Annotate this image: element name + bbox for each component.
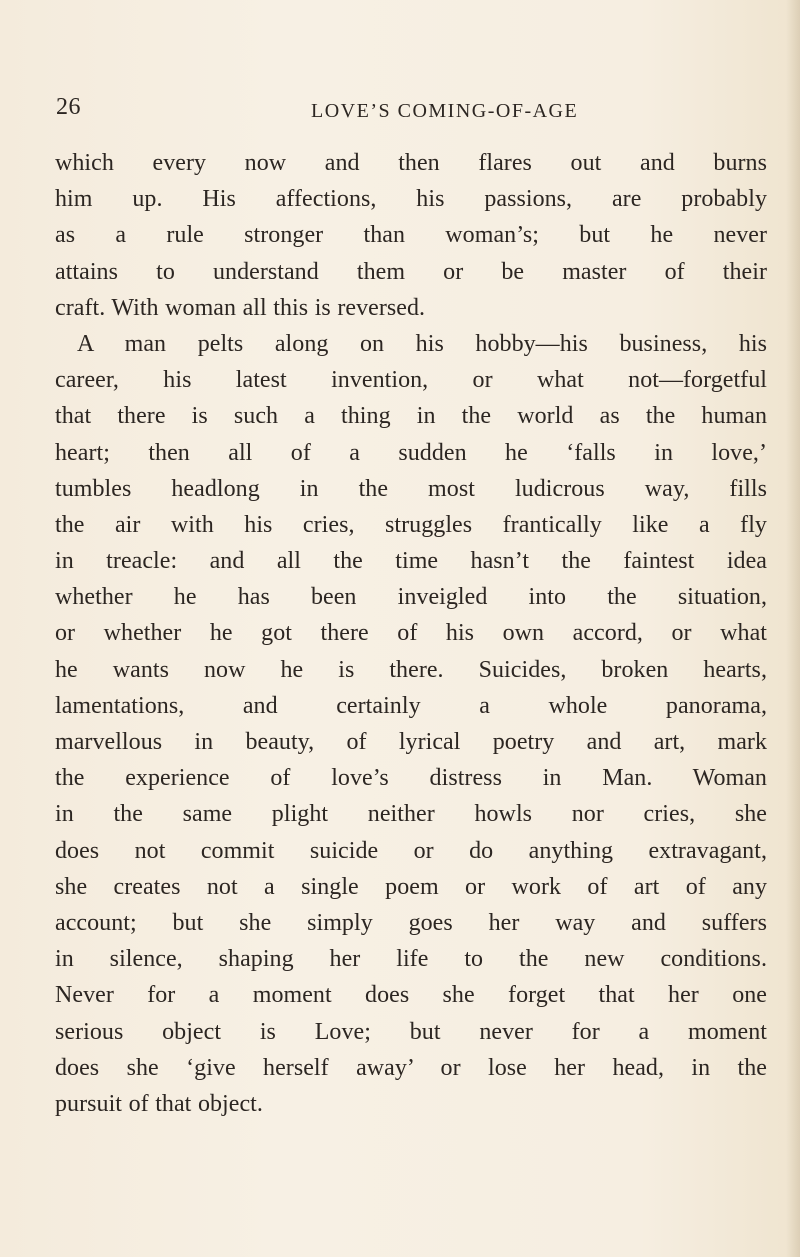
page-header bbox=[56, 94, 756, 134]
text-line: tumbles headlong in the most ludicrous way, fills bbox=[55, 475, 767, 502]
text-line: whether he has been inveigled into the situation, bbox=[55, 584, 767, 611]
text-line: Never for a moment does she forget that her one bbox=[55, 982, 767, 1009]
page-number: 26 bbox=[56, 94, 81, 120]
text-line: marvellous in beauty, of lyrical poetry and art, mark bbox=[55, 729, 767, 755]
text-line: the air with his cries, struggles frantically like a fly bbox=[55, 511, 767, 538]
text-line: account; but she simply goes her way and suffers bbox=[55, 909, 767, 936]
text-line: lamentations, and certainly a whole panorama, bbox=[55, 692, 767, 719]
text-line: he wants now he is there. Suicides, broken hearts, bbox=[55, 656, 767, 683]
page-edge-shadow bbox=[786, 0, 800, 1257]
text-line: in silence, shaping her life to the new conditions. bbox=[55, 946, 767, 973]
text-line: that there is such a thing in the world as the human bbox=[55, 403, 767, 430]
text-line: does not commit suicide or do anything extravagant, bbox=[55, 837, 767, 864]
text-line: in treacle: and all the time hasn’t the faintest idea bbox=[55, 548, 767, 575]
text-line: serious object is Love; but never for a moment bbox=[55, 1018, 767, 1045]
text-line: as a rule stronger than woman’s; but he never bbox=[55, 222, 767, 249]
text-line: does she ‘give herself away’ or lose her head, in the bbox=[55, 1054, 767, 1081]
text-line: or whether he got there of his own accord, or what bbox=[55, 620, 767, 647]
text-line: attains to understand them or be master of their bbox=[55, 258, 767, 285]
text-line: A man pelts along on his hobby—his business, his bbox=[77, 330, 767, 357]
text-line: in the same plight neither howls nor cries, she bbox=[55, 801, 767, 828]
text-line: him up. His affections, his passions, are probably bbox=[55, 186, 767, 213]
text-line: she creates not a single poem or work of art of any bbox=[55, 873, 767, 900]
text-line: pursuit of that object. bbox=[55, 1090, 263, 1117]
text-line: the experience of love’s distress in Man. Woman bbox=[55, 765, 767, 792]
text-line: career, his latest invention, or what not—forgetful bbox=[55, 367, 767, 394]
body-text bbox=[55, 145, 767, 1122]
running-head: LOVE’S COMING-OF-AGE bbox=[311, 100, 579, 122]
text-line: craft. With woman all this is reversed. bbox=[55, 294, 426, 321]
text-line: which every now and then flares out and burns bbox=[55, 150, 767, 176]
text-line: heart; then all of a sudden he ‘falls in love,’ bbox=[55, 439, 767, 466]
